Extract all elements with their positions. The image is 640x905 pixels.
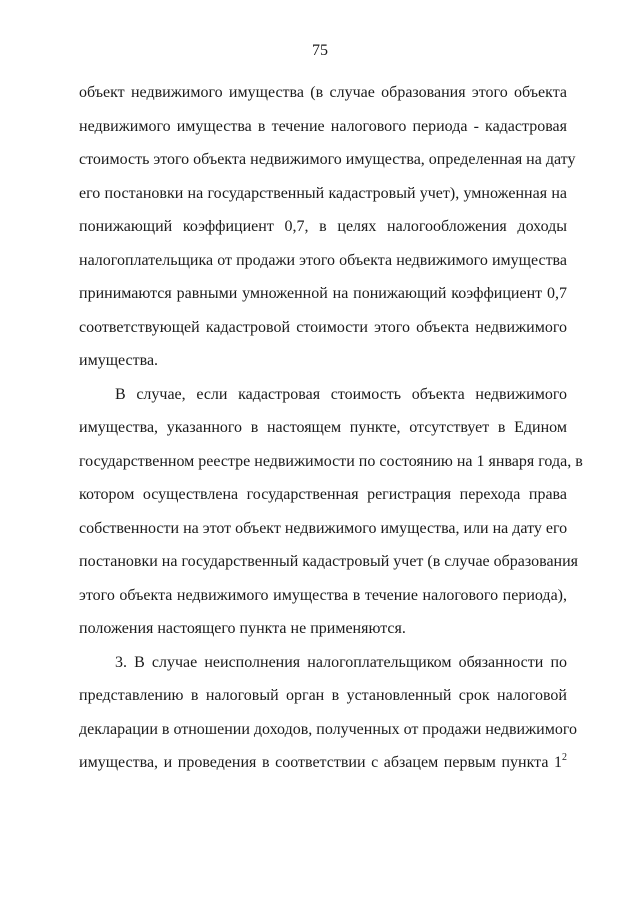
text-line: собственности на этот объект недвижимого имущества, или на дату его <box>79 519 568 537</box>
text-line: котором осуществлена государственная регистрация перехода права <box>79 486 567 503</box>
text-line: государственном реестре недвижимости по состоянию на 1 января года, в <box>79 452 583 470</box>
text-line: этого объекта недвижимого имущества в течение налогового периода), <box>79 586 567 604</box>
text-line: имущества, и проведения в соответствии с абзацем первым пункта 1 <box>79 754 562 771</box>
text-line: объект недвижимого имущества (в случае образования этого объекта <box>79 84 567 101</box>
text-line: соответствующей кадастровой стоимости этого объекта недвижимого <box>79 318 567 336</box>
text-line: декларации в отношении доходов, полученных от продажи недвижимого <box>79 720 577 738</box>
text-line: положения настоящего пункта не применяются. <box>79 620 406 637</box>
paragraph-1 <box>79 76 576 378</box>
text-line: постановки на государственный кадастровый учет (в случае образования <box>79 553 579 570</box>
paragraph-2 <box>79 378 583 646</box>
text-line: его постановки на государственный кадастровый учет), умноженная на <box>79 184 567 202</box>
text-line: стоимость этого объекта недвижимого имущества, определенная на дату <box>79 151 576 168</box>
text-line: налогоплательщика от продажи этого объекта недвижимого имущества <box>79 251 567 269</box>
text-line: имущества. <box>79 352 159 369</box>
text-line: В случае, если кадастровая стоимость объекта недвижимого <box>115 385 567 403</box>
text-line: 3. В случае неисполнения налогоплательщиком обязанности по <box>115 653 567 671</box>
superscript: 2 <box>562 752 567 763</box>
text-line: принимаются равными умноженной на понижающий коэффициент 0,7 <box>79 285 567 302</box>
paragraph-3 <box>79 646 577 780</box>
text-line: понижающий коэффициент 0,7, в целях налогообложения доходы <box>79 218 567 235</box>
page-number: 75 <box>312 42 328 59</box>
document-body <box>79 76 583 780</box>
text-line: представлению в налоговый орган в установленный срок налоговой <box>79 687 567 704</box>
text-line: имущества, указанного в настоящем пункте, отсутствует в Едином <box>79 419 567 436</box>
text-line: недвижимого имущества в течение налогового периода - кадастровая <box>79 117 567 135</box>
text-line-with-superscript <box>79 746 567 780</box>
